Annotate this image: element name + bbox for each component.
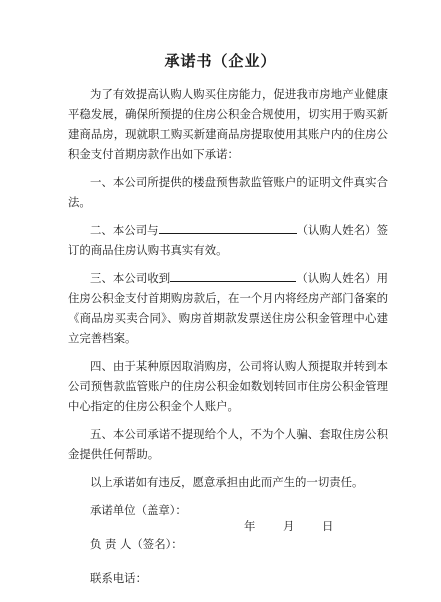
closing-statement: 以上承诺如有违反，愿意承担由此而产生的一切责任。 [90,475,364,489]
commitment-item-1: 一、本公司所提供的楼盘预售款监管账户的证明文件真实合法。 [68,175,388,209]
item2-text-before: 二、本公司与 [90,223,159,237]
item3-text-before: 三、本公司收到 [90,271,171,285]
commitment-item-5: 五、本公司承诺不提现给个人，不为个人骗、套取住房公积金提供任何帮助。 [68,427,388,461]
commitment-item-3 [68,268,388,348]
signature-phone-label: 联系电话： [90,571,147,585]
date-line: 年 月 日 [244,519,334,533]
item2-text-after: （认购人姓名）签订的商品住房认购书真实有效。 [68,223,388,257]
document-body [68,84,388,602]
buyer-name-blank-2 [170,269,296,282]
signature-unit-label: 承诺单位（盖章）： [90,503,187,517]
document-title: 承诺书（企业） [164,52,277,70]
signature-person-label: 负 责 人（签名）： [90,537,183,551]
commitment-item-4: 四、由于某种原因取消购房，公司将认购人预提取并转到本公司预售款监管账户的住房公积金如数划转回市住房公积金管理中心指定的住房公积金个人账户。 [68,359,388,413]
intro-paragraph: 为了有效提高认购人购买住房能力，促进我市房地产业健康平稳发展，确保所预提的住房公积金合规使用，切实用于购买新建商品房，现就职工购买新建商品房提取使用其账户内的住房公积金支付首期房款作出如下承诺： [68,87,388,161]
item3-text-after: （认购人姓名）用住房公积金支付首期购房款后，在一个月内将经房产部门备案的《商品房买卖合同》、购房首期款发票送住房公积金管理中心建立完善档案。 [68,271,388,345]
commitment-item-2 [68,220,388,260]
buyer-name-blank [159,221,297,234]
